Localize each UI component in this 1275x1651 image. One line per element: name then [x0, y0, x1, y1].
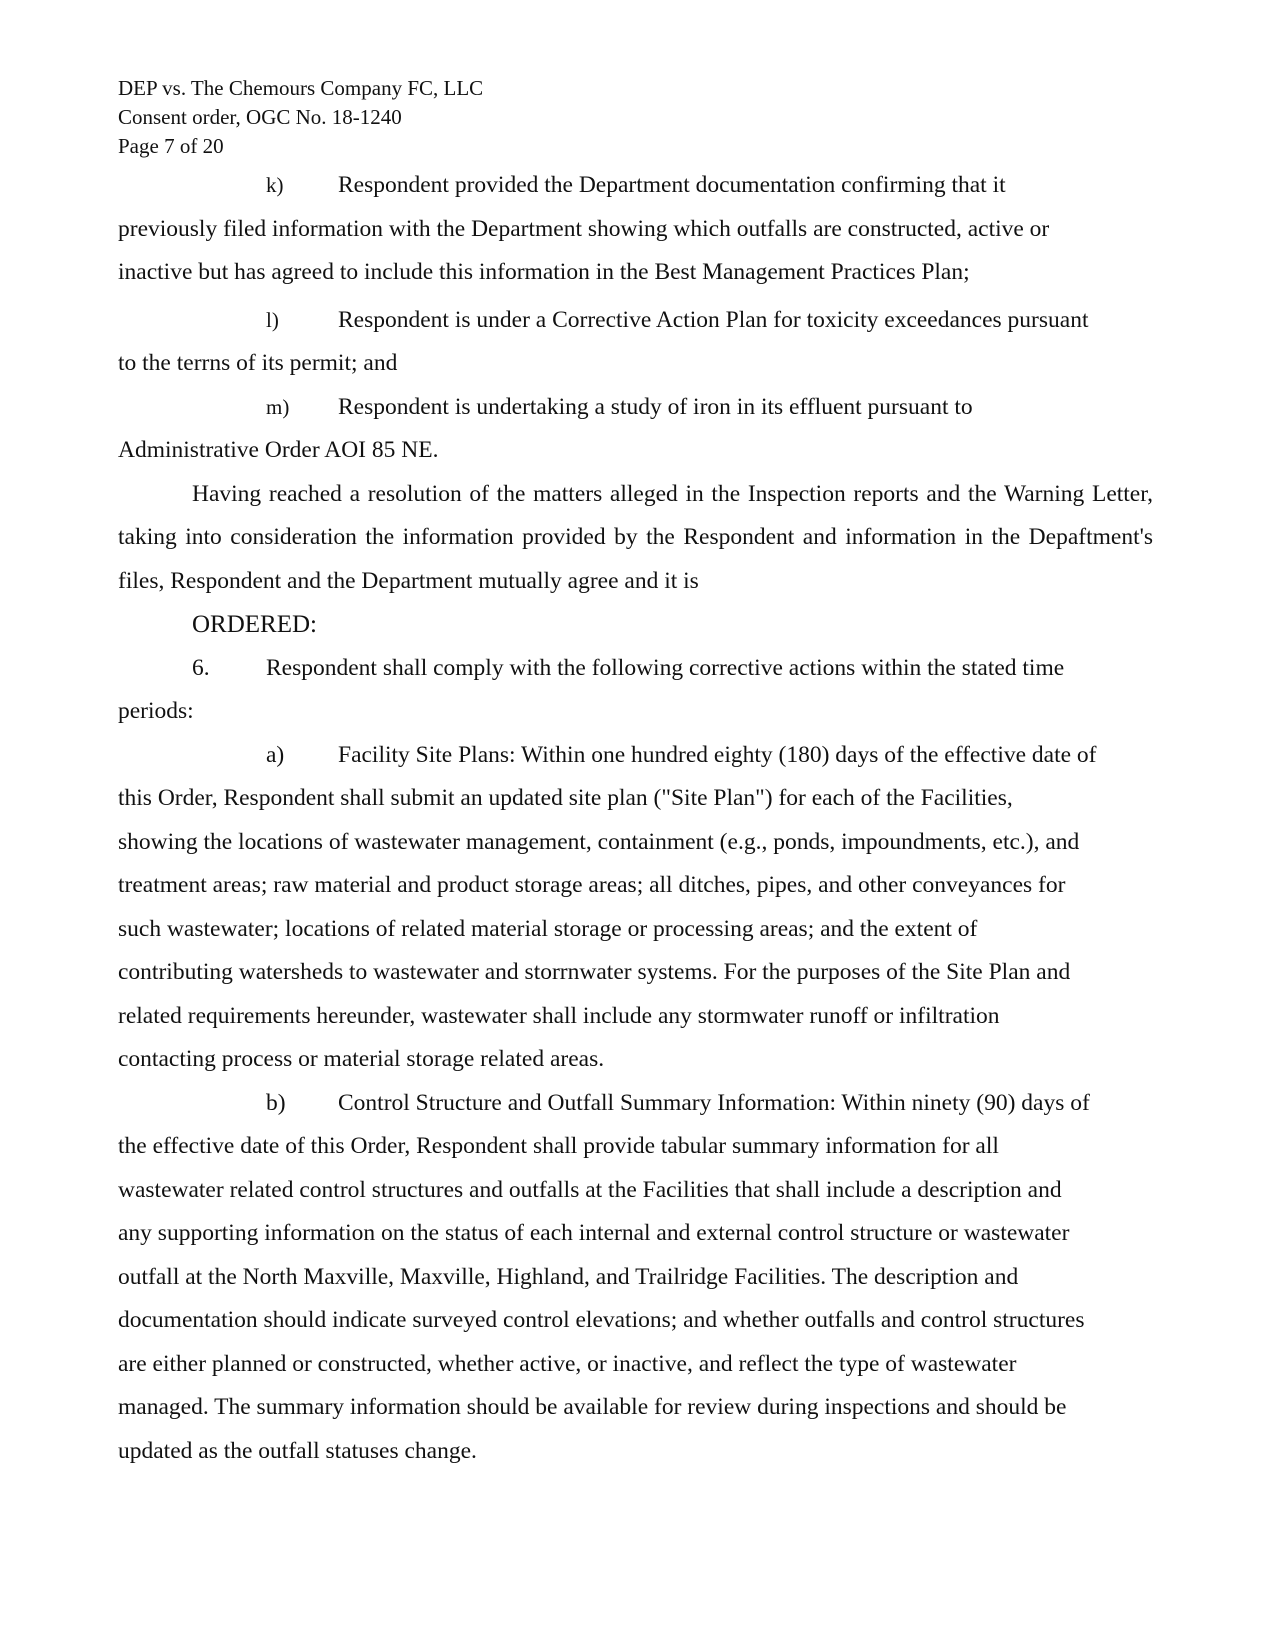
item-k-line-3: inactive but has agreed to include this information in the Best Management Practices Plan; — [118, 259, 970, 285]
item-b-line: wastewater related control structures and outfalls at the Facilities that shall include a description and — [118, 1176, 1062, 1203]
list-item-6 — [118, 647, 1153, 734]
item-k-first-line: Respondent provided the Department documentation confirming that it — [338, 172, 1006, 198]
list-item-l — [118, 299, 1153, 386]
item-l-line-2: to the terrns of its permit; and — [118, 350, 398, 376]
item-b-line: any supporting information on the status of each internal and external control structure or wastewater — [118, 1220, 1070, 1246]
list-item-b — [118, 1082, 1153, 1474]
item-a-line: such wastewater; locations of related material storage or processing areas; and the extent of — [118, 915, 978, 942]
header-page-number: Page 7 of 20 — [118, 134, 224, 158]
item-a-line: contacting process or material storage related areas. — [118, 1046, 605, 1072]
item-a-first-line: Facility Site Plans: Within one hundred eighty (180) days of the effective date of — [338, 741, 1097, 768]
item-marker-b: b) — [266, 1089, 286, 1116]
header-case-title: DEP vs. The Chemours Company FC, LLC — [118, 76, 484, 100]
page-header — [118, 74, 483, 161]
list-item-m — [118, 386, 1153, 473]
item-b-first-line: Control Structure and Outfall Summary Information: Within ninety (90) days of — [338, 1089, 1090, 1116]
item-m-line-2: Administrative Order AOI 85 NE. — [118, 437, 439, 463]
item-marker-a: a) — [266, 741, 285, 768]
document-body — [118, 164, 1153, 1473]
item-marker-6: 6. — [192, 654, 210, 681]
item-m-first-line: Respondent is undertaking a study of iron in its effluent pursuant to — [338, 393, 973, 420]
item-b-line: are either planned or constructed, whether active, or inactive, and reflect the type of wastewater — [118, 1350, 1017, 1377]
item-b-line: outfall at the North Maxville, Maxville, Highland, and Trailridge Facilities. The description and — [118, 1263, 1019, 1290]
ordered-heading: ORDERED: — [192, 611, 317, 638]
item-marker-m: m) — [266, 394, 290, 419]
item-6-first-line: Respondent shall comply with the following corrective actions within the stated time — [266, 654, 1065, 681]
item-b-line: managed. The summary information should be available for review during inspections and should be — [118, 1394, 1067, 1420]
item-a-line: contributing watersheds to wastewater and storrnwater systems. For the purposes of the Site Plan and — [118, 959, 1071, 985]
item-marker-l: l) — [266, 307, 279, 332]
item-b-line: documentation should indicate surveyed control elevations; and whether outfalls and control structures — [118, 1307, 1085, 1333]
item-marker-k: k) — [266, 173, 284, 197]
item-l-first-line: Respondent is under a Corrective Action Plan for toxicity exceedances pursuant — [338, 306, 1089, 333]
item-a-line: this Order, Respondent shall submit an updated site plan ("Site Plan") for each of the Facilities, — [118, 785, 1013, 811]
list-item-k — [118, 164, 1153, 295]
item-a-line: treatment areas; raw material and product storage areas; all ditches, pipes, and other conveyances for — [118, 872, 1066, 898]
item-k-line-2: previously filed information with the Department showing which outfalls are constructed, active or — [118, 215, 1050, 242]
item-b-line: the effective date of this Order, Respondent shall provide tabular summary information for all — [118, 1133, 999, 1159]
item-a-line: related requirements hereunder, wastewater shall include any stormwater runoff or infiltration — [118, 1002, 1000, 1029]
item-a-line: showing the locations of wastewater management, containment (e.g., ponds, impoundments, etc.), and — [118, 828, 1080, 855]
item-b-line: updated as the outfall statuses change. — [118, 1437, 477, 1464]
list-item-a — [118, 734, 1153, 1082]
item-6-line-2: periods: — [118, 698, 194, 724]
header-order-number: Consent order, OGC No. 18-1240 — [118, 105, 402, 129]
resolution-paragraph: Having reached a resolution of the matters alleged in the Inspection reports and the Warning Letter, taking into consideration the information provided by the Respondent and information in the Depaftment's files, Respondent and the Department mutually agree and it is — [118, 480, 1153, 594]
